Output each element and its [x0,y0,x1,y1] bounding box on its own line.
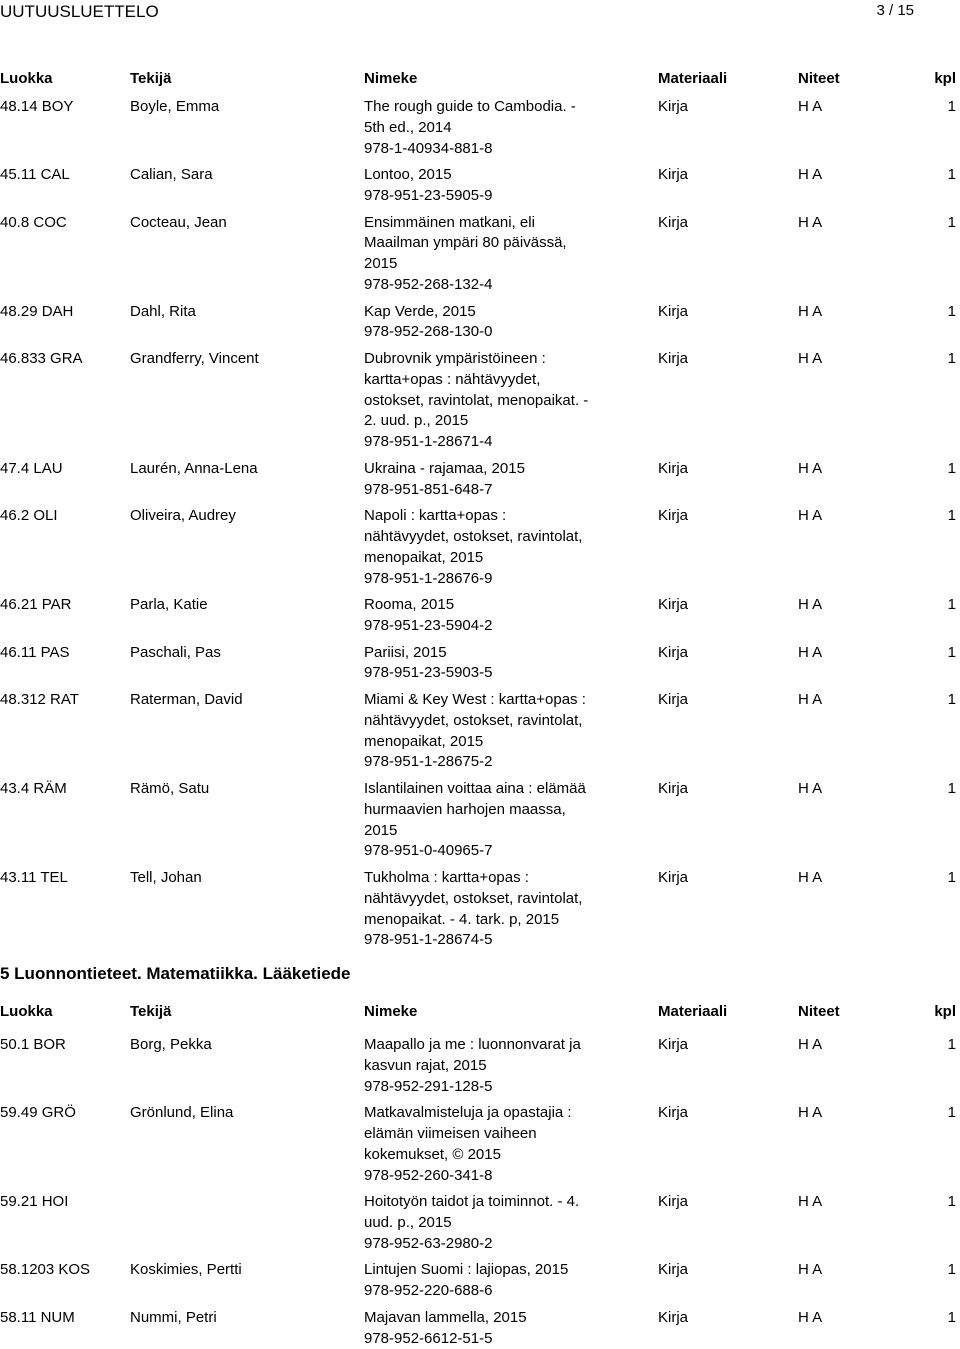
nimeke-line: Tukholma : kartta+opas : [364,869,529,886]
nimeke-cell [364,1308,624,1349]
luokka-cell: 46.833 GRA [0,350,83,367]
niteet-cell: H A [798,350,823,367]
nimeke-line: 978-952-268-130-0 [364,323,493,341]
luokka-cell: 45.11 CAL [0,166,70,184]
niteet-cell: H A [798,1193,823,1211]
luokka-cell: 43.4 RÄM [0,780,67,797]
nimeke-line: uud. p., 2015 [364,1213,452,1231]
luokka-cell: 40.8 COC [0,213,67,231]
nimeke-line: Hoitotyön taidot ja toiminnot. - 4. [364,1193,580,1211]
nimeke-line: 978-951-851-648-7 [364,480,493,498]
niteet-cell: H A [798,98,823,115]
tekija-cell: Laurén, Anna-Lena [130,459,258,477]
kpl-cell: 1 [947,459,956,477]
materiaali-cell: Kirja [658,1261,689,1279]
materiaali-cell: Kirja [658,869,689,886]
nimeke-cell [364,302,624,344]
document-title: UUTUUSLUETTELO [0,2,159,21]
nimeke-cell [364,165,624,207]
kpl-cell: 1 [947,691,956,708]
nimeke-cell [364,690,624,773]
nimeke-line: 978-951-0-40965-7 [364,842,493,860]
tekija-cell: Dahl, Rita [130,302,196,320]
materiaali-cell: Kirja [658,302,689,320]
section-title: 5 Luonnontieteet. Matematiikka. Lääketiede [0,964,351,983]
materiaali-cell: Kirja [658,166,689,184]
luokka-cell: 58.11 NUM [0,1308,75,1326]
kpl-cell: 1 [947,1261,956,1279]
col-nimeke: Nimeke [364,1003,418,1020]
kpl-cell: 1 [947,1036,956,1053]
nimeke-cell [364,213,624,296]
kpl-cell: 1 [947,213,956,231]
nimeke-cell [364,349,624,453]
nimeke-line: 978-952-260-341-8 [364,1166,493,1184]
nimeke-line: Dubrovnik ympäristöineen : [364,350,546,367]
nimeke-line: elämän viimeisen vaiheen [364,1124,537,1142]
nimeke-cell [364,506,624,589]
nimeke-line: Miami & Key West : kartta+opas : [364,691,586,708]
niteet-cell: H A [798,1036,823,1053]
materiaali-cell: Kirja [658,507,689,525]
materiaali-cell: Kirja [658,98,689,115]
nimeke-cell [364,459,624,501]
luokka-cell: 50.1 BOR [0,1036,66,1053]
nimeke-line: nähtävyydet, ostokset, ravintolat, [364,711,583,729]
nimeke-line: Matkavalmisteluja ja opastajia : [364,1104,572,1122]
nimeke-line: 978-952-268-132-4 [364,275,493,293]
materiaali-cell: Kirja [658,643,689,661]
nimeke-line: 2. uud. p., 2015 [364,412,469,430]
nimeke-cell [364,595,624,637]
col-materiaali: Materiaali [658,70,728,87]
nimeke-line: kokemukset, © 2015 [364,1145,501,1163]
luokka-cell: 58.1203 KOS [0,1261,91,1279]
niteet-cell: H A [798,869,823,886]
kpl-cell: 1 [947,302,956,320]
tekija-cell: Parla, Katie [130,596,208,614]
tekija-cell: Calian, Sara [130,166,213,184]
nimeke-line: Ensimmäinen matkani, eli [364,213,535,231]
niteet-cell: H A [798,1261,823,1279]
niteet-cell: H A [798,596,823,614]
nimeke-line: 978-951-1-28675-2 [364,753,493,771]
tekija-cell: Borg, Pekka [130,1036,212,1053]
niteet-cell: H A [798,1104,823,1122]
nimeke-line: Majavan lammella, 2015 [364,1308,527,1326]
kpl-cell: 1 [947,869,956,886]
page-number: 3 / 15 [876,2,914,19]
kpl-cell: 1 [947,780,956,797]
niteet-cell: H A [798,459,823,477]
nimeke-line: Lintujen Suomi : lajiopas, 2015 [364,1261,569,1279]
nimeke-line: Pariisi, 2015 [364,643,447,661]
materiaali-cell: Kirja [658,350,689,367]
nimeke-line: nähtävyydet, ostokset, ravintolat, [364,889,583,907]
col-kpl: kpl [934,1003,956,1020]
col-nimeke: Nimeke [364,70,418,87]
nimeke-line: 978-951-1-28671-4 [364,433,493,451]
col-materiaali: Materiaali [658,1003,728,1020]
nimeke-cell [364,779,624,862]
materiaali-cell: Kirja [658,1308,689,1326]
nimeke-line: nähtävyydet, ostokset, ravintolat, [364,527,583,545]
nimeke-line: 978-952-6612-51-5 [364,1329,493,1347]
tekija-cell: Boyle, Emma [130,98,220,115]
col-tekija: Tekijä [130,70,172,87]
tekija-cell: Grandferry, Vincent [130,350,259,367]
materiaali-cell: Kirja [658,1036,689,1053]
luokka-cell: 46.21 PAR [0,596,72,614]
nimeke-line: menopaikat, 2015 [364,548,484,566]
nimeke-line: 2015 [364,255,398,273]
materiaali-cell: Kirja [658,1193,689,1211]
column-header-row-1 [0,70,960,90]
nimeke-cell [364,1103,624,1186]
nimeke-line: Lontoo, 2015 [364,166,452,184]
tekija-cell: Koskimies, Pertti [130,1261,242,1279]
nimeke-line: kasvun rajat, 2015 [364,1056,487,1074]
kpl-cell: 1 [947,507,956,525]
nimeke-cell [364,868,624,951]
col-niteet: Niteet [798,1003,840,1020]
tekija-cell: Tell, Johan [130,869,202,886]
nimeke-line: 978-951-1-28676-9 [364,569,493,587]
kpl-cell: 1 [947,1104,956,1122]
materiaali-cell: Kirja [658,780,689,797]
luokka-cell: 48.312 RAT [0,691,79,708]
niteet-cell: H A [798,780,823,797]
nimeke-line: Kap Verde, 2015 [364,302,476,320]
kpl-cell: 1 [947,643,956,661]
nimeke-line: 978-952-291-128-5 [364,1077,493,1095]
nimeke-line: Rooma, 2015 [364,596,455,614]
niteet-cell: H A [798,1308,823,1326]
nimeke-cell [364,1192,624,1254]
niteet-cell: H A [798,213,823,231]
materiaali-cell: Kirja [658,459,689,477]
nimeke-line: The rough guide to Cambodia. - [364,98,576,115]
tekija-cell: Cocteau, Jean [130,213,227,231]
materiaali-cell: Kirja [658,691,689,708]
nimeke-cell [364,643,624,685]
nimeke-line: ostokset, ravintolat, menopaikat. - [364,391,589,409]
kpl-cell: 1 [947,166,956,184]
niteet-cell: H A [798,691,823,708]
col-niteet: Niteet [798,70,840,87]
nimeke-line: 978-952-63-2980-2 [364,1234,493,1252]
kpl-cell: 1 [947,98,956,115]
nimeke-cell [364,1260,624,1302]
kpl-cell: 1 [947,1308,956,1326]
niteet-cell: H A [798,507,823,525]
nimeke-line: hurmaavien harhojen maassa, [364,800,566,818]
nimeke-line: 978-951-23-5905-9 [364,186,493,204]
nimeke-line: Napoli : kartta+opas : [364,507,507,525]
nimeke-line: Ukraina - rajamaa, 2015 [364,459,525,477]
nimeke-line: Maapallo ja me : luonnonvarat ja [364,1036,581,1053]
nimeke-line: 978-951-1-28674-5 [364,931,493,949]
luokka-cell: 46.11 PAS [0,643,70,661]
kpl-cell: 1 [947,1193,956,1211]
col-tekija: Tekijä [130,1003,172,1020]
luokka-cell: 43.11 TEL [0,869,68,886]
nimeke-line: Islantilainen voittaa aina : elämää [364,780,586,797]
materiaali-cell: Kirja [658,596,689,614]
nimeke-line: 978-1-40934-881-8 [364,139,493,157]
tekija-cell: Rämö, Satu [130,780,210,797]
nimeke-line: 978-952-220-688-6 [364,1282,493,1300]
luokka-cell: 47.4 LAU [0,459,63,477]
nimeke-cell [364,1035,624,1097]
nimeke-line: 978-951-23-5904-2 [364,616,493,634]
niteet-cell: H A [798,166,823,184]
nimeke-line: menopaikat, 2015 [364,732,484,750]
niteet-cell: H A [798,643,823,661]
page-header [0,0,960,24]
tekija-cell: Oliveira, Audrey [130,507,236,525]
column-header-row-2 [0,1003,960,1023]
nimeke-line: 2015 [364,821,398,839]
nimeke-line: kartta+opas : nähtävyydet, [364,370,541,388]
tekija-cell: Grönlund, Elina [130,1104,234,1122]
nimeke-cell [364,97,624,159]
materiaali-cell: Kirja [658,1104,689,1122]
tekija-cell: Paschali, Pas [130,643,221,661]
col-kpl: kpl [934,70,956,87]
col-luokka: Luokka [0,70,53,87]
nimeke-line: 978-951-23-5903-5 [364,664,493,682]
luokka-cell: 59.49 GRÖ [0,1104,76,1122]
luokka-cell: 48.14 BOY [0,98,74,115]
nimeke-line: Maailman ympäri 80 päivässä, [364,234,567,252]
luokka-cell: 48.29 DAH [0,302,74,320]
niteet-cell: H A [798,302,823,320]
kpl-cell: 1 [947,350,956,367]
tekija-cell: Raterman, David [130,691,243,708]
luokka-cell: 46.2 OLI [0,507,58,525]
tekija-cell: Nummi, Petri [130,1308,217,1326]
col-luokka: Luokka [0,1003,53,1020]
nimeke-line: 5th ed., 2014 [364,118,452,136]
kpl-cell: 1 [947,596,956,614]
nimeke-line: menopaikat. - 4. tark. p, 2015 [364,910,560,928]
materiaali-cell: Kirja [658,213,689,231]
luokka-cell: 59.21 HOI [0,1193,69,1211]
